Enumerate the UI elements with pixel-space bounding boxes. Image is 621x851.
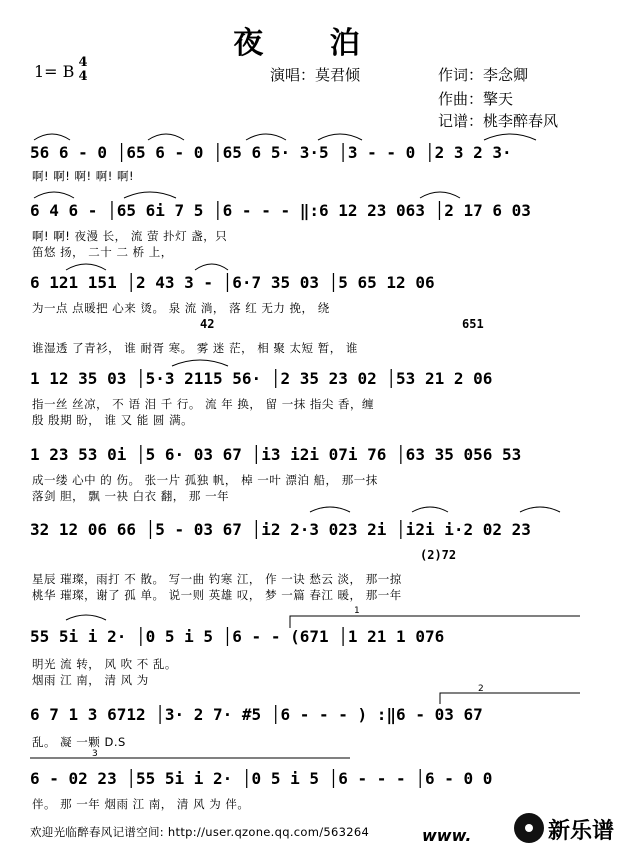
staff-row-3-lyrics-1: 为一点 点暖把 心来 烫。 泉 流 淌， 落 红 无力 挽， 绕 (32, 301, 330, 315)
volta-bracket-1 (290, 616, 580, 628)
slur-mark (520, 507, 560, 512)
site-logo (508, 810, 618, 848)
slur-mark (34, 192, 74, 198)
staff-row-4-notes: 1 12 35 03 │5·3 2115 56· │2 35 23 02 │53 21 2 06 (30, 369, 493, 388)
slur-mark (66, 615, 106, 620)
staff-row-1-lyrics: 啊! 啊! 啊! 啊! 啊! (32, 169, 135, 183)
staff-row-3-notes: 6 121 151 │2 43 3 - │6·7 35 03 │5 65 12 06 (30, 273, 435, 292)
footer-credit: 欢迎光临醉春风记谱空间: http://user.qzone.qq.com/563264 (30, 825, 370, 839)
staff-row-3-lyrics-2: 谁湿透 了青衫， 谁 耐胥 寒。 雾 迷 茫， 相 聚 太短 暂， 谁 (32, 341, 358, 355)
staff-row-4-lyrics-2: 殷 殷期 盼， 谁 又 能 圆 满。 (32, 413, 194, 427)
volta-number-1: 1 (354, 606, 360, 616)
logo-text: 新乐谱 (548, 819, 615, 844)
slur-mark (66, 264, 106, 270)
staff-row-2-lyrics-2: 笛悠 扬， 二十 二 桥 上， (32, 245, 173, 259)
slur-mark (318, 134, 362, 140)
volta-number-2: 2 (478, 684, 484, 694)
slur-mark (420, 192, 460, 198)
key-signature: 1= B (34, 62, 75, 81)
footer-site-prefix: www. (422, 826, 472, 845)
slur-mark (148, 134, 184, 140)
slur-mark (172, 360, 228, 366)
transcriber-credit: 记谱：桃李醉春风 (438, 112, 559, 130)
record-disc-icon (514, 813, 544, 843)
staff-row-8-notes: 6 7 1 3 6712 │3· 2 7· #5 │6 - - - ) :‖6 - 03 67 (30, 705, 483, 724)
composer-credit: 作曲：擎天 (438, 90, 514, 108)
slur-mark (412, 507, 448, 512)
time-signature-bottom: 4 (78, 69, 88, 84)
staff-row-8-lyrics: 乱。 凝 一颗 D.S (32, 735, 126, 749)
staff-row-9-lyrics: 伴。 那 一年 烟雨 江 南， 清 风 为 伴。 (32, 797, 250, 811)
staff-row-1-notes: 56 6 - 0 │65 6 - 0 │65 6 5· 3·5 │3 - - 0 │2 3 2 3· (30, 143, 512, 162)
staff-row-4-lyrics-1: 指一丝 丝凉， 不 语 泪 千 行。 流 年 换， 留 一抹 指尖 香，缠 (32, 397, 375, 411)
staff-row-7-notes: 55 5i i 2· │0 5 i 5 │6 - - (671 │1 21 1 076 (30, 627, 445, 646)
volta-bracket-2 (440, 693, 580, 704)
singer-credit: 演唱：莫君倾 (270, 66, 361, 84)
staff-row-5-lyrics-2: 落剑 胆， 飘 一袂 白衣 翻， 那 一年 (32, 489, 230, 503)
variant-note-651: 651 (462, 317, 484, 331)
slur-mark (484, 134, 536, 140)
staff-row-7-lyrics-2: 烟雨 江 南， 清 风 为 (32, 673, 149, 687)
time-signature-top: 4 (78, 55, 88, 70)
staff-row-6-lyrics-2: 桃华 璀璨，谢了 孤 单。 说一则 英雄 叹， 梦 一篇 春江 暖， 那一年 (32, 588, 402, 602)
staff-row-5-notes: 1 23 53 0i │5 6· 03 67 │i3 i2i 07i 76 │63 35 056 53 (30, 445, 522, 464)
slur-mark (246, 134, 286, 140)
staff-row-2-notes: 6 4 6 - │65 6i 7 5 │6 - - - ‖:6 12 23 063 │2 17 6 03 (30, 201, 531, 220)
staff-row-6-notes: 32 12 06 66 │5 - 03 67 │i2 2·3 023 2i │i2i i·2 02 23 (30, 520, 531, 539)
slur-mark (124, 192, 176, 198)
variant-note-72: (2)72 (420, 548, 457, 562)
slur-mark (310, 507, 350, 512)
volta-number-3: 3 (92, 749, 98, 759)
slur-mark (34, 134, 70, 140)
staff-row-6-lyrics-1: 星辰 璀璨，雨打 不 散。 写一曲 钓寒 江， 作 一诀 愁云 淡， 那一掠 (32, 572, 402, 586)
lyricist-credit: 作词：李念卿 (438, 66, 529, 84)
staff-row-7-lyrics-1: 明光 流 转， 风 吹 不 乱。 (32, 657, 177, 671)
slur-mark (195, 264, 228, 270)
staff-row-9-notes: 6 - 02 23 │55 5i i 2· │0 5 i 5 │6 - - - │6 - 0 0 (30, 769, 493, 788)
staff-row-5-lyrics-1: 成一缕 心中 的 伤。 张一片 孤独 帆， 棹 一叶 漂泊 船， 那一抹 (32, 473, 378, 487)
song-title: 夜 泊 (233, 26, 388, 61)
variant-note-42: 42 (200, 317, 215, 331)
staff-row-2-lyrics-1: 啊! 啊! 夜漫 长， 流 萤 扑灯 盏，只 (32, 229, 228, 243)
